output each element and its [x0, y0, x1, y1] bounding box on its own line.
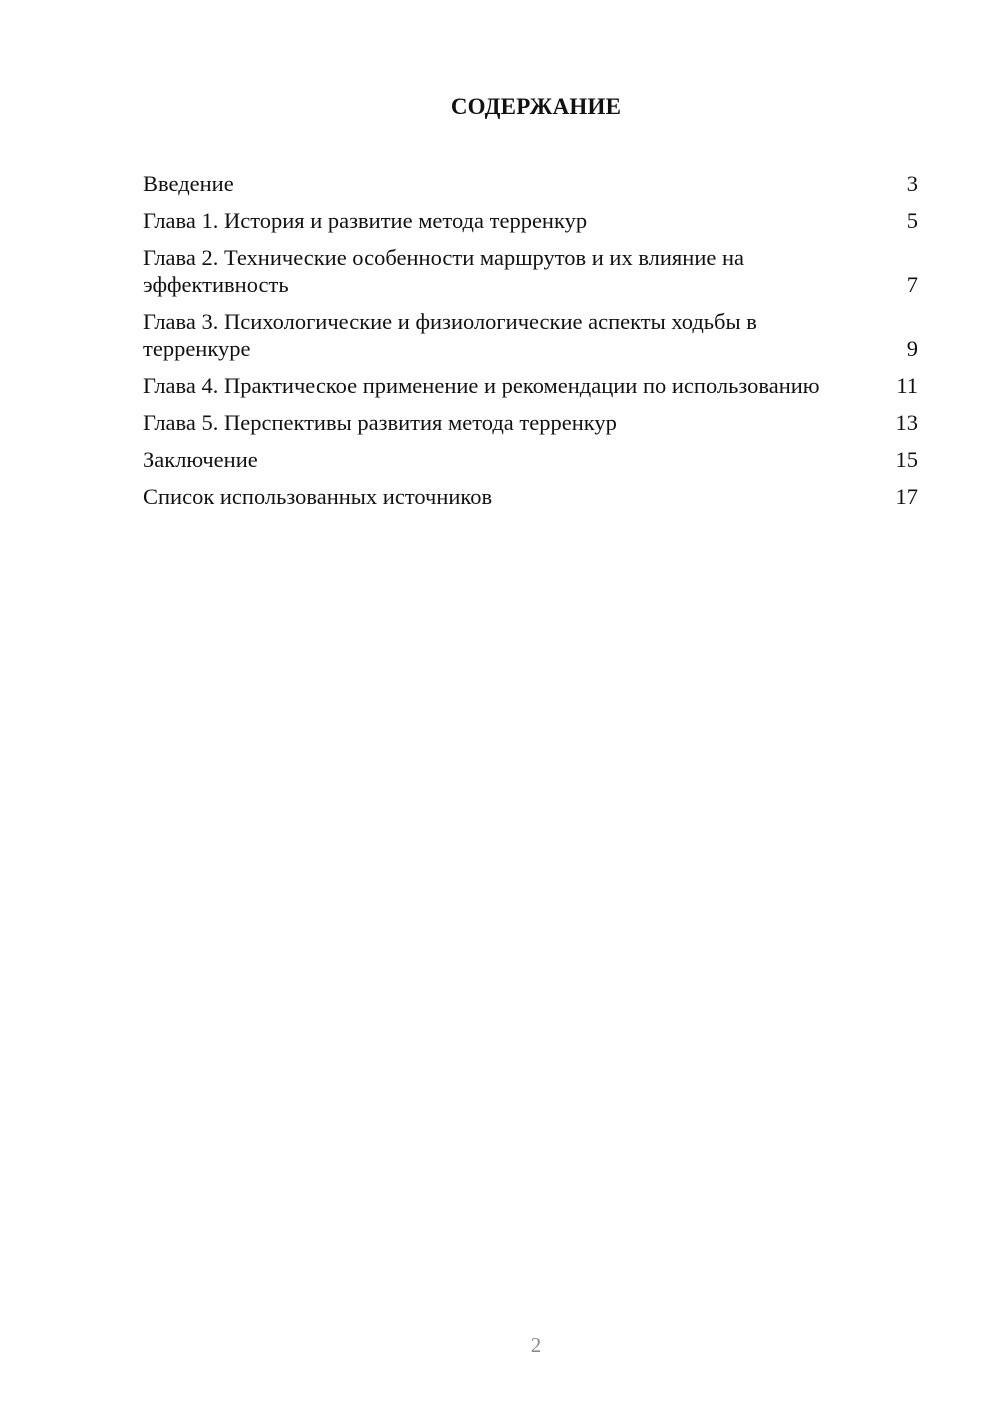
- toc-title: СОДЕРЖАНИЕ: [450, 94, 622, 119]
- toc-entry-text: Глава 2. Технические особенности маршрутов и их влияние на эффективность: [143, 245, 745, 297]
- page-number: 2: [530, 1333, 542, 1357]
- toc-entry-text: Заключение: [143, 447, 258, 472]
- toc-entry-page: 9: [906, 336, 918, 361]
- toc-entry-text: Введение: [143, 171, 234, 196]
- toc-entry-page: 17: [895, 484, 918, 509]
- toc-entry-page: 3: [906, 171, 918, 196]
- toc-entry-chapter-5: [143, 409, 918, 436]
- toc-entry-page: 15: [895, 447, 918, 472]
- toc-entry-text: Глава 1. История и развитие метода терренкур: [143, 208, 588, 233]
- toc-entry-text: Глава 5. Перспективы развития метода терренкур: [143, 410, 617, 435]
- toc-entry-conclusion: [143, 446, 918, 473]
- toc-entry-text: Список использованных источников: [143, 484, 493, 509]
- toc-entry-chapter-3: [143, 308, 918, 362]
- toc-entry-text: Глава 3. Психологические и физиологические аспекты ходьбы в терренкуре: [143, 309, 757, 361]
- toc-entry-introduction: [143, 170, 918, 197]
- toc-entry-page: 13: [895, 410, 918, 435]
- toc-entry-page: 5: [906, 208, 918, 233]
- toc-entry-chapter-4: [143, 372, 918, 399]
- toc-entry-chapter-2: [143, 244, 918, 298]
- toc-entry-page: 7: [906, 272, 918, 297]
- toc-entry-references: [143, 483, 918, 510]
- table-of-contents: [143, 170, 918, 520]
- toc-entry-chapter-1: [143, 207, 918, 234]
- toc-entry-page: 11: [896, 373, 918, 398]
- toc-entry-text: Глава 4. Практическое применение и рекомендации по использованию: [143, 373, 820, 398]
